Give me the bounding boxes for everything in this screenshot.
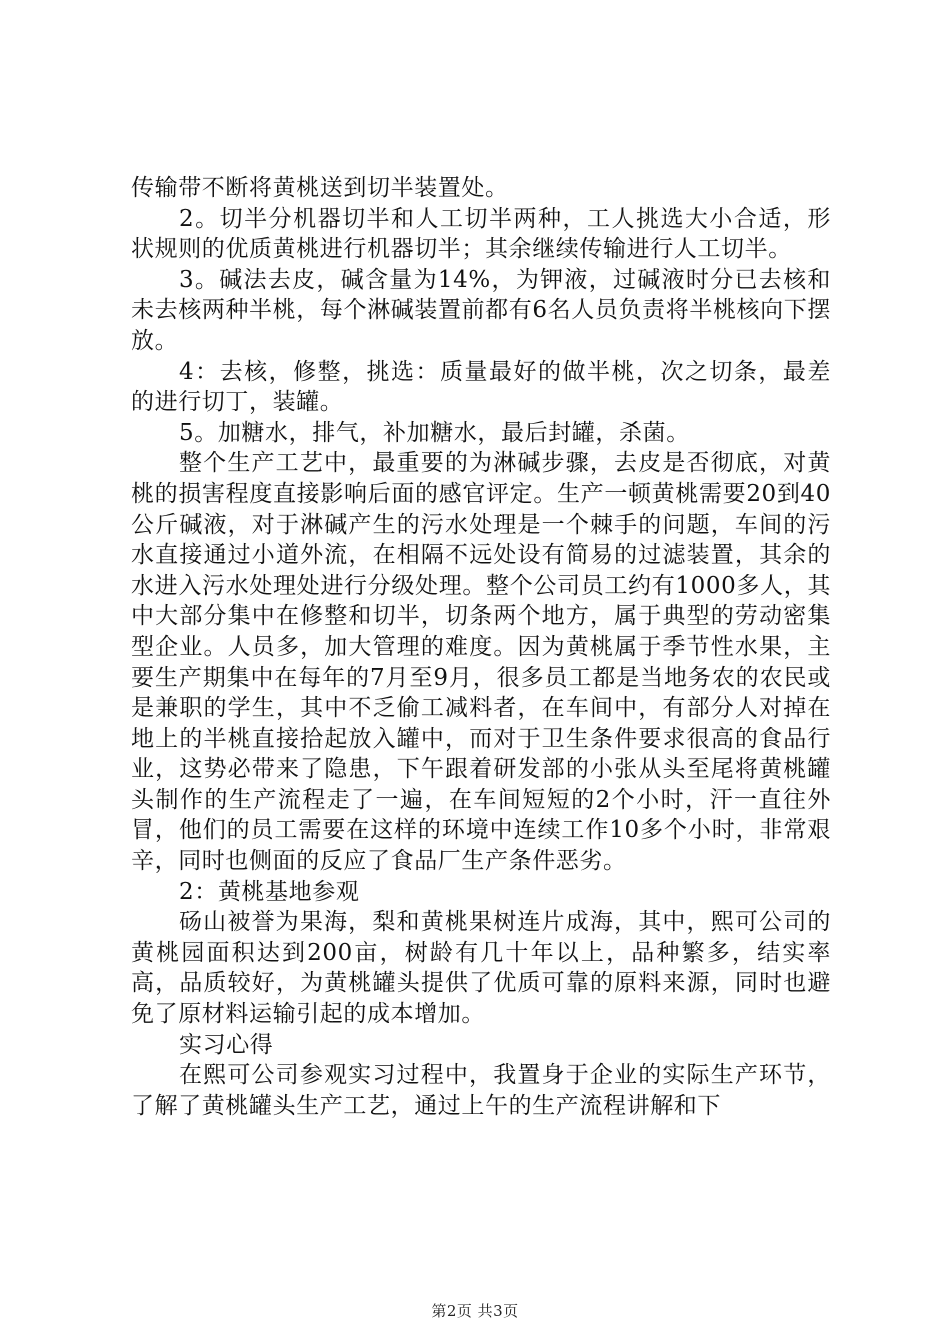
paragraph-step-4-pitting: 4：去核，修整，挑选：质量最好的做半桃，次之切条，最差的进行切丁，装罐。 (131, 358, 831, 416)
paragraph-step-2-halving: 2。切半分机器切半和人工切半两种，工人挑选大小合适，形状规则的优质黄桃进行机器切半；其余继续传输进行人工切半。 (131, 205, 831, 263)
paragraph-base-visit: 砀山被誉为果海，梨和黄桃果树连片成海，其中，熙可公司的黄桃园面积达到200亩，树龄有几十年以上，品种繁多，结实率高，品质较好，为黄桃罐头提供了优质可靠的原料来源，同时也避免了原材料运输引起的成本增加。 (131, 909, 831, 1028)
paragraph-conveyor: 传输带不断将黄桃送到切半装置处。 (131, 175, 509, 201)
paragraph-reflection: 在熙可公司参观实习过程中，我置身于企业的实际生产环节，了解了黄桃罐头生产工艺，通过上午的生产流程讲解和下 (131, 1062, 831, 1119)
paragraph-step-3-peeling: 3。碱法去皮，碱含量为14%，为钾液，过碱液时分已去核和未去核两种半桃，每个淋碱装置前都有6名人员负责将半桃核向下摆放。 (131, 266, 831, 354)
document-body (131, 173, 831, 1121)
paragraph-process-summary: 整个生产工艺中，最重要的为淋碱步骤，去皮是否彻底，对黄桃的损害程度直接影响后面的感官评定。生产一顿黄桃需要20到40公斤碱液，对于淋碱产生的污水处理是一个棘手的问题，车间的污水直接通过小道外流，在相隔不远处设有简易的过滤装置，其余的水进入污水处理处进行分级处理。整个公司员工约有1000多人，其中大部分集中在修整和切半，切条两个地方，属于典型的劳动密集型企业。人员多，加大管理的难度。因为黄桃属于季节性水果，主要生产期集中在每年的7月至9月，很多员工都是当地务农的农民或是兼职的学生，其中不乏偷工减料者，在车间中，有部分人对掉在地上的半桃直接拾起放入罐中，而对于卫生条件要求很高的食品行业，这势必带来了隐患，下午跟着研发部的小张从头至尾将黄桃罐头制作的生产流程走了一遍，在车间短短的2个小时，汗一直往外冒，他们的员工需要在这样的环境中连续工作10多个小时，非常艰辛，同时也侧面的反应了食品厂生产条件恶劣。 (131, 450, 831, 875)
page-number-footer: 第2页 共3页 (431, 1302, 519, 1320)
section-heading-reflection: 实习心得 (179, 1031, 274, 1058)
section-heading-base-visit: 2：黄桃基地参观 (179, 878, 360, 905)
paragraph-step-5-sealing: 5。加糖水，排气，补加糖水，最后封罐，杀菌。 (179, 419, 690, 446)
